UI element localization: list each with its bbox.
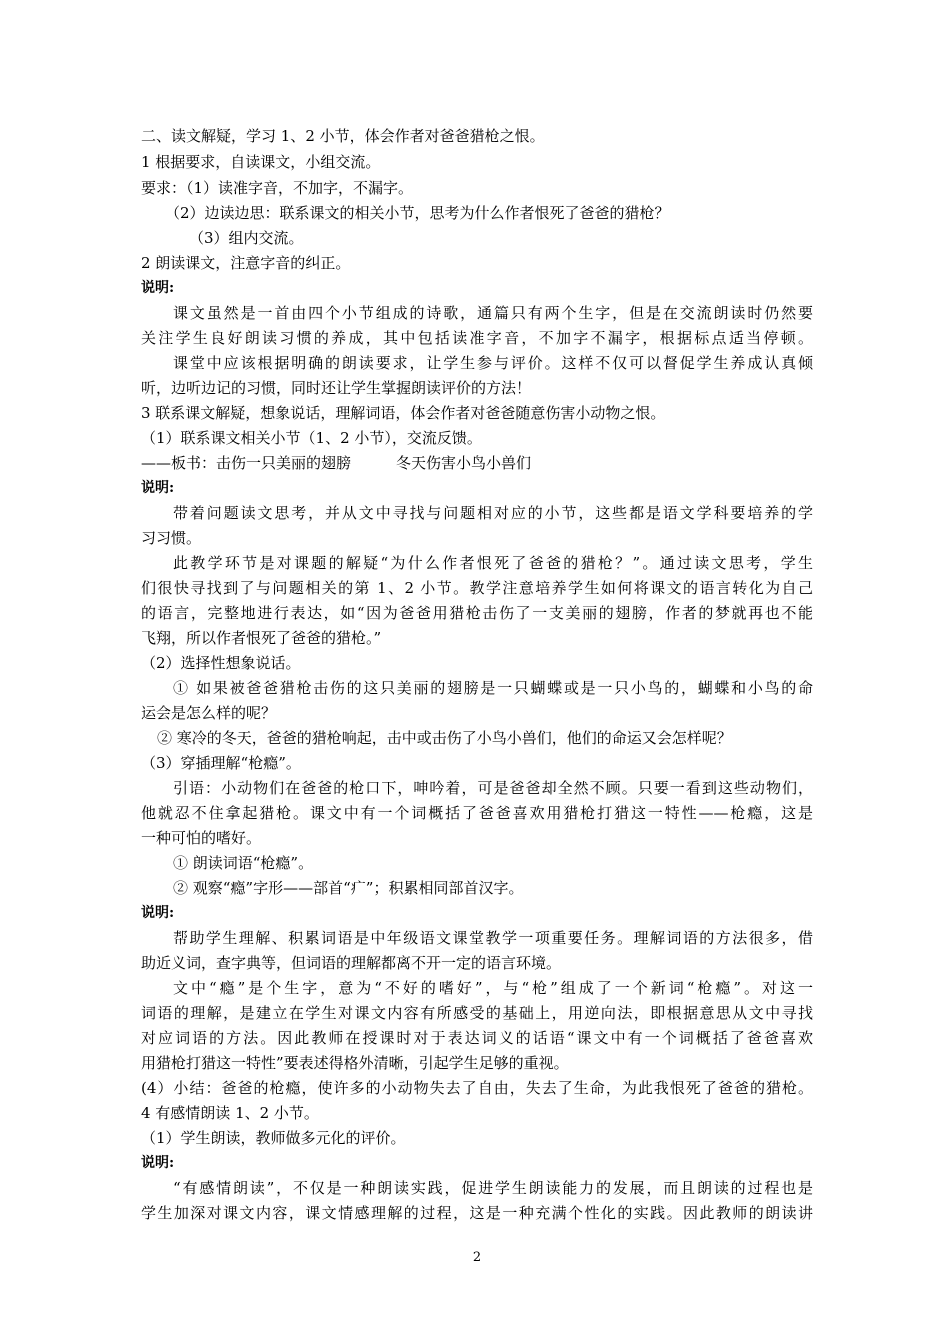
step-heading: 4 有感情朗读 1、2 小节。 [141,1104,319,1122]
note-paragraph-line: 听，边听边记的习惯，同时还让学生掌握朗读评价的方法！ [141,379,532,397]
note-paragraph-line: 帮助学生理解、积累词语是中年级语文课堂教学一项重要任务。理解词语的方法很多，借 [173,929,813,947]
note-label: 说明: [141,905,175,921]
substep-line: （1）联系课文相关小节（1、2 小节），交流反馈。 [141,429,482,447]
note-label: 说明: [141,280,175,296]
intro-line: 一种可怕的嗜好。 [141,829,262,847]
note-paragraph-line: 助近义词，查字典等，但词语的理解都离不开一定的语言环境。 [141,954,562,972]
requirement-line: 要求：（1）读准字音，不加字，不漏字。 [141,179,414,197]
section-heading: 二、读文解疑，学习 1、2 小节，体会作者对爸爸猎枪之恨。 [141,127,545,145]
note-label: 说明: [141,1155,175,1171]
note-paragraph-line: 习习惯。 [141,529,202,547]
note-paragraph-line: 课文虽然是一首由四个小节组成的诗歌，通篇只有两个生字，但是在交流朗读时仍然要 [173,304,813,322]
note-paragraph-line: 课堂中应该根据明确的朗读要求，让学生参与评价。这样不仅可以督促学生养成认真倾 [173,354,813,372]
note-paragraph-line: 用猎枪打猎这一特性”要表述得格外清晰，引起学生足够的重视。 [141,1054,569,1072]
intro-line: 他就忍不住拿起猎枪。课文中有一个词概括了爸爸喜欢用猎枪打猎这一特性——枪瘾，这是 [141,804,813,822]
board-writing-line: ——板书：击伤一只美丽的翅膀 冬天伤害小鸟小兽们 [141,454,532,472]
page-number: 2 [472,1250,482,1265]
note-paragraph-line: 们很快寻找到了与问题相关的第 1、2 小节。教学注意培养学生如何将课文的语言转化为自己 [141,579,813,597]
note-paragraph-line: “有感情朗读”，不仅是一种朗读实践，促进学生朗读能力的发展，而且朗读的过程也是 [173,1179,813,1197]
note-paragraph-line: 带着问题读文思考，并从文中寻找与问题相对应的小节，这些都是语文学科要培养的学 [173,504,813,522]
activity-line: ① 朗读词语“枪瘾”。 [173,854,314,872]
intro-line: 引语：小动物们在爸爸的枪口下，呻吟着，可是爸爸却全然不顾。只要一看到这些动物们， [173,779,813,797]
note-paragraph-line: 飞翔，所以作者恨死了爸爸的猎枪。” [141,629,382,647]
substep-line: （1）学生朗读，教师做多元化的评价。 [141,1129,406,1147]
substep-line: （3）穿插理解“枪瘾”。 [141,754,301,772]
step-heading: 1 根据要求，自读课文，小组交流。 [141,153,381,171]
note-paragraph-line: 对应词语的方法。因此教师在授课时对于表达词义的话语“课文中有一个词概括了爸爸喜欢 [141,1029,813,1047]
question-line: ② 寒冷的冬天，爸爸的猎枪响起，击中或击伤了小鸟小兽们，他们的命运又会怎样呢？ [157,729,732,747]
requirement-line: （3）组内交流。 [189,229,304,247]
note-paragraph-line: 学生加深对课文内容，课文情感理解的过程，这是一种充满个性化的实践。因此教师的朗读讲 [141,1204,813,1222]
note-paragraph-line: 关注学生良好朗读习惯的养成，其中包括读准字音，不加字不漏字，根据标点适当停顿。 [141,329,813,347]
requirement-line: （2）边读边思：联系课文的相关小节，思考为什么作者恨死了爸爸的猎枪？ [165,204,670,222]
note-label: 说明: [141,480,175,496]
substep-line: （2）选择性想象说话。 [141,654,301,672]
document-page [141,0,813,1344]
step-heading: 2 朗读课文，注意字音的纠正。 [141,254,351,272]
note-paragraph-line: 此教学环节是对课题的解疑“为什么作者恨死了爸爸的猎枪？”。通过读文思考，学生 [173,554,813,572]
step-heading: 3 联系课文解疑，想象说话，理解词语，体会作者对爸爸随意伤害小动物之恨。 [141,404,666,422]
question-line: ① 如果被爸爸猎枪击伤的这只美丽的翅膀是一只蝴蝶或是一只小鸟的，蝴蝶和小鸟的命 [173,679,813,697]
note-paragraph-line: 词语的理解，是建立在学生对课文内容有所感受的基础上，用逆向法，即根据意思从文中寻找 [141,1004,813,1022]
summary-line: (4）小结：爸爸的枪瘾，使许多的小动物失去了自由，失去了生命，为此我恨死了爸爸的猎枪。 [141,1079,813,1097]
note-paragraph-line: 的语言，完整地进行表达，如“因为爸爸用猎枪击伤了一支美丽的翅膀，作者的梦就再也不能 [141,604,813,622]
question-line: 运会是怎么样的呢？ [141,704,277,722]
activity-line: ② 观察“瘾”字形——部首“疒”；积累相同部首汉字。 [173,879,524,897]
note-paragraph-line: 文中“瘾”是个生字，意为“不好的嗜好”，与“枪”组成了一个新词“枪瘾”。对这一 [173,979,813,997]
